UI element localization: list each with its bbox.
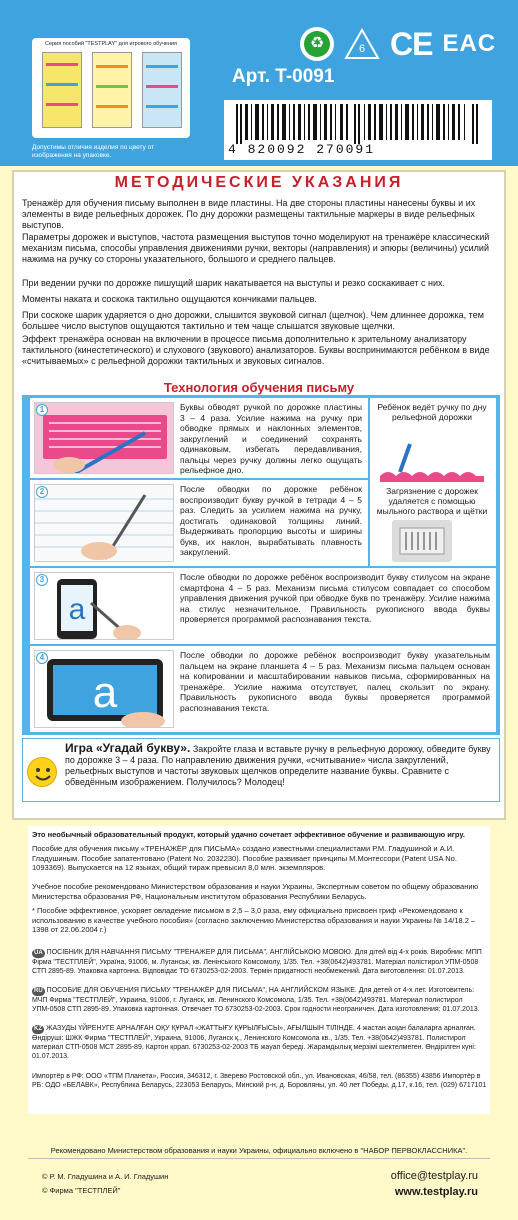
methods-title: МЕТОДИЧЕСКИЕ УКАЗАНИЯ [114, 174, 404, 191]
copyright-company: © Фирма "ТЕСТПЛЕЙ" [42, 1186, 121, 1195]
lang-tag-ua: UA [34, 950, 43, 956]
article-number: Арт. T-0091 [232, 66, 335, 87]
lang-text-ru: ПОСОБИЕ ДЛЯ ОБУЧЕНИЯ ПИСЬМУ "ТРЕНАЖЁР ДЛЯ ПИСЬМА", НА АНГЛИЙСКОМ ЯЗЫКЕ. Для детей от 4-х лет. Изготовитель: МЧП Фирма "ТЕСТПЛЕЙ", Украина, 91006, г. Луганск, кв. Ленинского Комсомола, 1/35. Тел. +38(0642)493781. Материал полистирол УПМ-0508 СТП 2895-89. Упаковка картонная. Отвечает ТО 6730253-02-2003. Срок годности неограничен. Дата изготовления: 01.07.2013. [32, 987, 480, 1013]
brush-cleaning-image [392, 520, 452, 562]
step-1-text: Буквы обводят ручкой по дорожке пластины 3 – 4 раза. Усилие нажима на ручку при обводке прямых и наклонных элементов, закруглений и соединений сохранять одинаковым, избегать передавливания, пальцы через ручку должны легко ощущать рельефное дно. [180, 402, 362, 475]
methods-p6: Эффект тренажёра основан на включении в процессе письма дополнительно к зрительному анализатору тактильного (кинестетического) и слухового (звукового) анализаторов. Буквы воспринимаются ребёнком в виде «считываемых» с рельефной дорожки тактильных и звуковых сигналов. [22, 334, 490, 366]
lang-text-ua: ПОСІБНИК ДЛЯ НАВЧАННЯ ПИСЬМУ "ТРЕНАЖЕР ДЛЯ ПИСЬМА", АНГЛІЙСЬКОЮ МОВОЮ. Для дітей від 4-х років. Виробник: МПП Фірма "ТЕСТПЛЕЙ", Україна, 91006, м. Луганськ, кв. Ленінського Комсомолу, 1/35. Тел. +38(0642)493781. Матеріал полістирол УПМ-0508 СТП 2895-89. Упаковка картонна. Відповідає ТО 6730253-02-2003. Термін придатності необмежений. Дата виготовлення: 01.07.2013. [32, 949, 482, 975]
step-2-text: После обводки по дорожке ребёнок воспроизводит букву ручкой в тетради 4 – 5 раз. Следить за усилием нажима на ручку, достигать одинаковой толщины линий. Выдерживать пропорцию высоты и ширины букв, их наклон, вырабатывать плавность закруглений. [180, 484, 362, 557]
game-box [22, 738, 500, 802]
website-link[interactable]: www.testplay.ru [394, 1186, 478, 1198]
game-body: Закройте глаза и вставьте ручку в рельефную дорожку, обведите букву по дорожке 3 – 4 раза. По направлению движения ручки, «считывание» числа закруглений, рельефных выступов и частоты звуковых щелчков определите название буквы. Сравните с обведённым изображением. Получилось? Молодец! [65, 744, 491, 787]
lang-tag-kz: KZ [34, 1026, 42, 1032]
series-box [32, 38, 190, 138]
copyright-authors: © Р. М. Гладушина и А. И. Гладушин [42, 1172, 169, 1181]
importers-text: Импортёр в РФ: ООО «ТПМ Планета», Россия, 346312, г. Зверево Ростовской обл., ул. Ивановская, 46/58, тел. (86355) 43856 Импортёр в РБ: ОДО «БЕЛАВК», Республика Беларусь, 223053 Беларусь, Минский р-н, д. Боровляны, ул. 40 лет Победы, д.17, к.16, тел. (029) 6717101 [32, 1073, 487, 1089]
svg-text:6: 6 [358, 43, 366, 55]
plastic-code-icon [344, 28, 380, 60]
methods-p1: Тренажёр для обучения письму выполнен в виде пластины. На две стороны пластины нанесены буквы и их элементы в виде рельефных дорожек. По дну дорожки размещены тактильные маркеры в виде рельефных выступов. [22, 198, 476, 230]
step-4-text: После обводки по дорожке ребёнок воспроизводит букву указательным пальцем на экране планшета 4 – 5 раз. Механизм письма пальцем основан на копировании и масштабировании навыков письма, сформированных на тренажёре. Усилие нажима отсутствует, палец скользит по экрану. Правильность рукописного ввода буквы проверяется программой распознавания текста. [180, 650, 490, 713]
lang-row-kz [32, 1024, 488, 1061]
barcode-digits: 4 820092 270091 [228, 142, 376, 157]
certification-marks [300, 22, 496, 66]
svg-text:a: a [68, 593, 86, 626]
side-note-1: Ребёнок ведёт ручку по дну рельефной дорожки [377, 402, 487, 422]
barcode [224, 100, 492, 160]
lang-row-ua [32, 948, 488, 976]
recommendation-text: Рекомендовано Министерством образования и науки Украины, официально включено в "НАБОР ПЕРВОКЛАССНИКА". [50, 1146, 468, 1155]
footer-divider [28, 1158, 490, 1159]
series-title: Серия пособий "TESTPLAY" для игрового обучения [45, 41, 177, 47]
info-p3: * Пособие эффективное, ускоряет овладение письмом в 2,5 – 3,0 раза, ему официально присвоен гриф «Рекомендовано к использованию в качестве учебного пособия» (согласно заключению Министерства образования и науки Украины № 14/18.2 – 1398 от 22.06.2004 г.) [32, 906, 476, 934]
methods-p2: Параметры дорожек и выступов, частота размещения выступов точно моделируют на тренажёре классический механизм письма, способы управления движениями ручки, векторы (направления) и эпюры (величины) усилий нажима на ручку со стороны указательного, большого и среднего пальцев. [22, 232, 490, 264]
ce-mark: CE [390, 25, 433, 62]
svg-text:a: a [92, 668, 118, 717]
step-3-image [34, 572, 174, 640]
info-p2: Учебное пособие рекомендовано Министерством образования и науки Украины, Экспертным советом по общему образованию Министерства образования РФ, Национальным институтом образования Республики Беларусь. [32, 882, 479, 901]
pen-in-groove-image [380, 442, 484, 482]
tech-title: Технология обучения письму [163, 380, 355, 395]
header-panel [0, 0, 518, 166]
barcode-bars [228, 104, 490, 144]
step-1-image [34, 402, 174, 474]
methods-p4: Моменты наката и соскока тактильно ощущаются кончиками пальцев. [22, 294, 317, 304]
eac-mark: EAC [442, 30, 497, 57]
game-text [65, 743, 495, 788]
series-thumb-yellow [42, 52, 82, 128]
methods-p3: При ведении ручки по дорожке пишущий шарик накатывается на выступы и резко соскакивает с них. [22, 278, 446, 288]
step-1-number: 1 [36, 404, 48, 416]
side-note-2: Загрязнение с дорожек удаляется с помощью мыльного раствора и щётки [376, 486, 488, 516]
series-thumb-orange [92, 52, 132, 128]
step-3-text: После обводки по дорожке ребёнок воспроизводит букву стилусом на экране смартфона 4 – 5 раз. Механизм письма стилусом совпадает со способом управления движения ручкой при обводке букв по тренажёру. Усилие нажима на стилус незначительное. Правильность рукописного ввода буквы проверяется программой распознавания текста. [180, 572, 490, 624]
info-p1: Пособие для обучения письму «ТРЕНАЖЁР для ПИСЬМА» создано известными специалистами Р.М. Гладушиной и А.И. Гладушиным. Пособие запатентовано (Patent No. 2032230). Пособие развивает принципы М.Монтессори (Patent USA No. 1093369). Выпускается на 12 языках, общий тираж превысил 8,0 млн. экземпляров. [32, 844, 457, 872]
lang-row-ru [32, 986, 488, 1014]
step-2-number: 2 [36, 486, 48, 498]
lang-tag-ru: RU [34, 988, 43, 994]
methods-p5: При соскоке шарик ударяется о дно дорожки, слышится звуковой сигнал (щелчок). Чем длиннее дорожка, тем большее число выступов ощущаются тактильно и тем чаще слышатся звуковые щелчки. [22, 310, 484, 331]
lang-text-kz: ЖАЗУДЫ ҮЙРЕНУГЕ АРНАЛҒАН ОҚУ ҚҰРАЛ «ЖАТТЫҒУ ҚҰРЫЛҒЫСЫ», АҒЫЛШЫН ТІЛІНДЕ. 4 жастан асқан балаларға арналған. Өндіруші: ШЖК Фирма "ТЕСТПЛЕЙ", Украина, 91006, Луганск қ., Ленинского Комсомола кв., 1/35. Тел. +38(0642)493781. Полистирол материал СТП-0508 МСТ 2895-89. Картон қорап. 6730253-02-2003 ТБ жауап береді. Жарамдылық мерзімі шектелмеген. Өндірілген күні: 01.07.2013. [32, 1025, 476, 1060]
series-thumb-blue [142, 52, 182, 128]
step-3-number: 3 [36, 574, 48, 586]
smiley-icon [27, 757, 57, 787]
color-note: Допустимы отличия изделия по цвету от изображения на упаковке. [32, 144, 155, 159]
step-2-image [34, 484, 174, 562]
contact-email[interactable]: office@testplay.ru [390, 1170, 478, 1182]
info-heading: Это необычный образовательный продукт, который удачно сочетает эффективное обучение и развивающую игру. [32, 830, 466, 839]
step-4-number: 4 [36, 652, 48, 664]
recycle-icon: ♻ [300, 27, 334, 61]
step-4-image [34, 650, 174, 728]
game-heading: Игра «Угадай букву». [65, 741, 191, 755]
